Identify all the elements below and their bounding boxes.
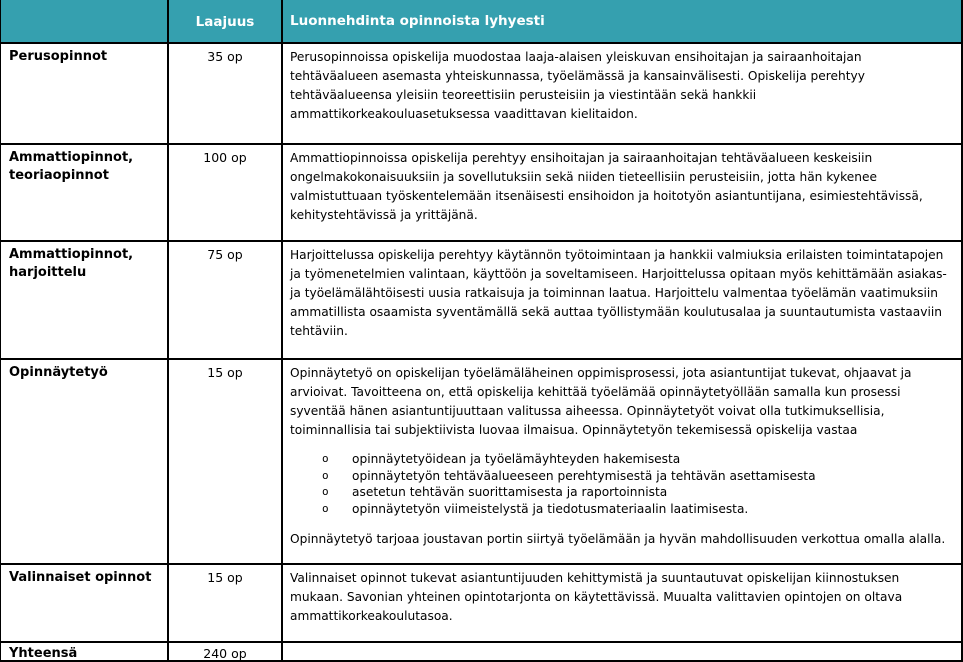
row-credits: 240 op: [169, 643, 283, 662]
table-row-perusopinnot: [1, 42, 961, 143]
row-description-cell: [283, 242, 961, 358]
row-label: Perusopinnot: [1, 44, 169, 143]
row-description-cell: [283, 44, 961, 143]
list-item: [290, 468, 949, 485]
bullet-marker: o: [322, 468, 329, 482]
table-row-valinnaiset-opinnot: [1, 563, 961, 641]
bullet-marker: o: [322, 501, 329, 515]
row-label: Yhteensä: [1, 643, 169, 662]
bullet-text: opinnäytetyön tehtäväalueeseen perehtymisestä ja tehtävän asettamisesta: [352, 468, 816, 483]
bullet-marker: o: [322, 485, 329, 498]
row-description: Harjoittelussa opiskelija perehtyy käytännön työtoimintaan ja hankkii valmiuksia erilaisten toimintatapojen ja työmenetelmien valintaan, käyttöön ja soveltamiseen. Harjoittelussa opitaan myös kehittämään asiakas- ja työelämälähtöisesti uusia ratkaisuja ja toiminnan laatua. Harjoittelu valmentaa työelämän vaatimuksiin ammatillista osaamista syventämällä sekä auttaa työllistymään koulutusalaa ja suuntautumista vastaaviin tehtäviin.: [290, 248, 947, 338]
row-description-cell: [283, 643, 961, 662]
bullet-list: [290, 451, 949, 517]
row-label: Ammattiopinnot, teoriaopinnot: [1, 145, 169, 240]
row-credits: 75 op: [169, 242, 283, 358]
row-description: Ammattiopinnoissa opiskelija perehtyy ensihoitajan ja sairaanhoitajan tehtäväalueen keskeisiin ongelmakokonaisuuksiin ja sovellutuksiin sekä niiden tieteellisiin perusteisiin, jotta hän kykenee valmistuttuaan työskentelemään itsenäisesti ensihoidon ja hoitotyön asiantuntijana, esimiestehtävissä, kehitystehtävissä ja yrittäjänä.: [290, 151, 923, 222]
bullet-text: asetetun tehtävän suorittamisesta ja raportoinnista: [352, 485, 668, 499]
list-item: [290, 501, 949, 518]
header-cell-description: Luonnehdinta opinnoista lyhyesti: [290, 13, 545, 29]
row-credits: 15 op: [169, 565, 283, 641]
row-description-cell: [283, 565, 961, 641]
row-description-cell: [283, 145, 961, 240]
table-row-ammattiopinnot-harjoittelu: [1, 240, 961, 358]
bullet-marker: o: [322, 452, 329, 465]
row-description: Valinnaiset opinnot tukevat asiantuntijuuden kehittymistä ja suuntautuvat opiskelijan kiinnostuksen mukaan. Savonian yhteinen opintotarjonta on käytettävissä. Muualta valittavien opintojen on oltava ammattikorkeakoulutasoa.: [290, 571, 903, 623]
row-credits: 35 op: [169, 44, 283, 143]
row-closing-text: Opinnäytetyö tarjoaa joustavan portin siirtyä työelämään ja hyvän mahdollisuuden verkottua omalla alalla.: [290, 532, 946, 546]
table-row-opinnaytetyo: [1, 358, 961, 563]
header-cell-empty: [1, 0, 169, 42]
table-row-yhteensa: [1, 641, 961, 662]
row-label: Opinnäytetyö: [1, 360, 169, 563]
table-row-ammattiopinnot-teoria: [1, 143, 961, 240]
list-item: [290, 484, 949, 501]
row-label: Valinnaiset opinnot: [1, 565, 169, 641]
row-description: Perusopinnoissa opiskelija muodostaa laaja-alaisen yleiskuvan ensihoitajan ja sairaanhoitajan tehtäväalueen asemasta yhteiskunnassa, työelämässä ja kansainvälisesti. Opiskelija perehtyy tehtäväalueensa yleisiin teoreettisiin perusteisiin ja viestintään sekä hankkii ammattikorkeakouluasetuksessa vaadittavan kielitaidon.: [290, 50, 865, 121]
table-header-row: [1, 0, 961, 42]
list-item: [290, 451, 949, 468]
row-credits: 15 op: [169, 360, 283, 563]
row-description: Opinnäytetyö on opiskelijan työelämäläheinen oppimisprosessi, jota asiantuntijat tukevat, ohjaavat ja arvioivat. Tavoitteena on, että opiskelija kehittää työelämää opinnäytetyöllään samalla kun prosessi syventää hänen asiantuntijuuttaan valitussa aiheessa. Opinnäytetyöt voivat olla tutkimuksellisia, toiminnallisia tai subjektiivista luovaa ilmaisua. Opinnäytetyön tekemisessä opiskelija vastaa: [290, 366, 912, 437]
header-cell-laajuus: Laajuus: [169, 0, 283, 42]
bullet-text: opinnäytetyöidean ja työelämäyhteyden hakemisesta: [352, 452, 681, 466]
bullet-text: opinnäytetyön viimeistelystä ja tiedotusmateriaalin laatimisesta.: [352, 501, 749, 516]
row-credits: 100 op: [169, 145, 283, 240]
row-description-cell: [283, 360, 961, 563]
row-label: Ammattiopinnot, harjoittelu: [1, 242, 169, 358]
